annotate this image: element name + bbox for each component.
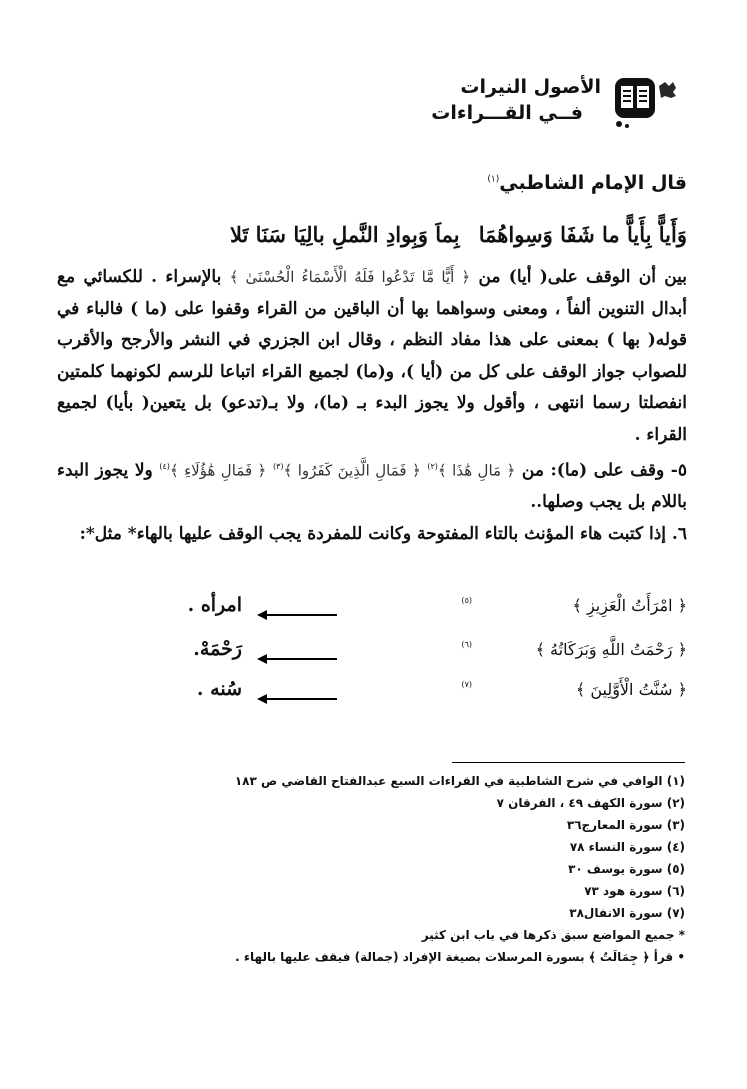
quran-quote: ﴿ مَالِ هَٰذَا ﴾ [437,461,516,480]
example-word: امرأه . [187,594,242,616]
text-span: بالإسراء . للكسائي مع أبدال التنوين ألفاً ، ومعنى وسواهما بها أن الباقين من القراء وقفوا على (ما ) فالباء في قوله( بها ) بمعنى على هذا مفاد النظم ، وقال ابن الجزري في النشر والأرجح والأقرب للصواب جواز الوقف على كل من (أيا )، و(ما) لجميع القراء اتباعا للرسم لكونهما كلمتين انفصلتا رسما انتهى ، وأقول ولا يجوز البدء بـ (ما)، ولا بـ(تدعو) بل يتعين( بأيا) لجميع القراء . [57,267,687,445]
quran-quote: ﴿ رَحْمَتُ اللَّهِ وَبَرَكَاتُهُ ﴾ [535,640,687,659]
footnote-ref: (٥) [461,596,472,605]
verse-hemistich-2: بِماَ وَبِوادِ النَّملِ بالِيَا سَنَا تَلا [230,222,460,247]
page-header [77,60,677,130]
example-word: سُنه . [196,678,242,700]
example-row [57,680,687,714]
footnote-divider [452,762,685,763]
footnote: (٢) سورة الكهف ٤٩ ، الفرقان ٧ [496,796,685,810]
footnote: (٦) سورة هود ٧٣ [584,884,685,898]
footnote: (١) الوافي في شرح الشاطبية في القراءات السبع عبدالفتاح القاضي ص ١٨٣ [234,774,685,788]
quran-quote: ﴿ فَمَالِ الَّذِينَ كَفَرُوا ﴾ [283,461,421,480]
text-span: بين أن الوقف على( أيا) من [478,267,688,287]
header-title [431,74,601,126]
paragraph-1 [57,262,687,451]
footnote-ref: (٦) [461,640,472,649]
text-span: ولا يجوز البدء باللام بل يجب وصلها.. [57,460,687,513]
body-text [57,262,687,550]
arrow-left-icon [257,694,337,704]
header-title-line2: فــي القـــراءات [431,102,583,124]
footnote-ref: (٧) [461,680,472,689]
text-span: ٥- وقف على (ما): من [521,460,687,481]
footnote-ref: (١) [487,174,500,185]
paragraph-2 [57,451,687,519]
footnote: (٧) سورة الانفال٣٨ [569,906,685,920]
example-word: رَحْمَهْ. [193,638,242,660]
quran-quote: ﴿ سُنَّتُ الْأَوَّلِينَ ﴾ [575,680,687,699]
poem-verse [60,222,687,258]
footnote-ref: (٢) [427,462,438,471]
footnote: (٤) سورة النساء ٧٨ [569,840,685,854]
quran-quote: ﴿ فَمَالِ هَٰؤُلَاءِ ﴾ [169,461,267,480]
section-heading-text: قال الإمام الشاطبي [499,172,687,194]
book-logo-icon [613,72,677,130]
footnote: • قرأ ﴿ جِمَالَتٌ ﴾ بسورة المرسلات بصيغة الإفراد (جمالة) فيقف عليها بالهاء . [235,950,685,964]
example-row [57,596,687,630]
paragraph-3: ٦. إذا كتبت هاء المؤنث بالتاء المفتوحة وكانت للمفردة يجب الوقف عليها بالهاء* مثل*: [79,523,687,544]
footnote-ref: (٤) [159,462,170,471]
arrow-left-icon [257,610,337,620]
footnote: (٣) سورة المعارج٣٦ [566,818,685,832]
verse-hemistich-1: وَأَياًّ بِأَياًّ ما شَفَا وَسِواهُمَا [478,222,687,247]
quran-quote: ﴿ امْرَأَتُ الْعَزِيزِ ﴾ [572,596,687,615]
quran-quote: ﴿ أَيًّا مَّا تَدْعُوا فَلَهُ الْأَسْمَاءُ الْحُسْنَىٰ ﴾ [229,268,471,286]
footnote: * جميع المواضع سبق ذكرها في باب ابن كثير [421,928,685,942]
footnote-ref: (٣) [272,462,284,471]
example-row [57,640,687,674]
arrow-left-icon [257,654,337,664]
footnote: (٥) سورة يوسف ٣٠ [568,862,685,876]
footnotes [55,770,685,968]
header-title-line1: الأصول النيرات [460,76,601,98]
section-heading [487,172,687,194]
